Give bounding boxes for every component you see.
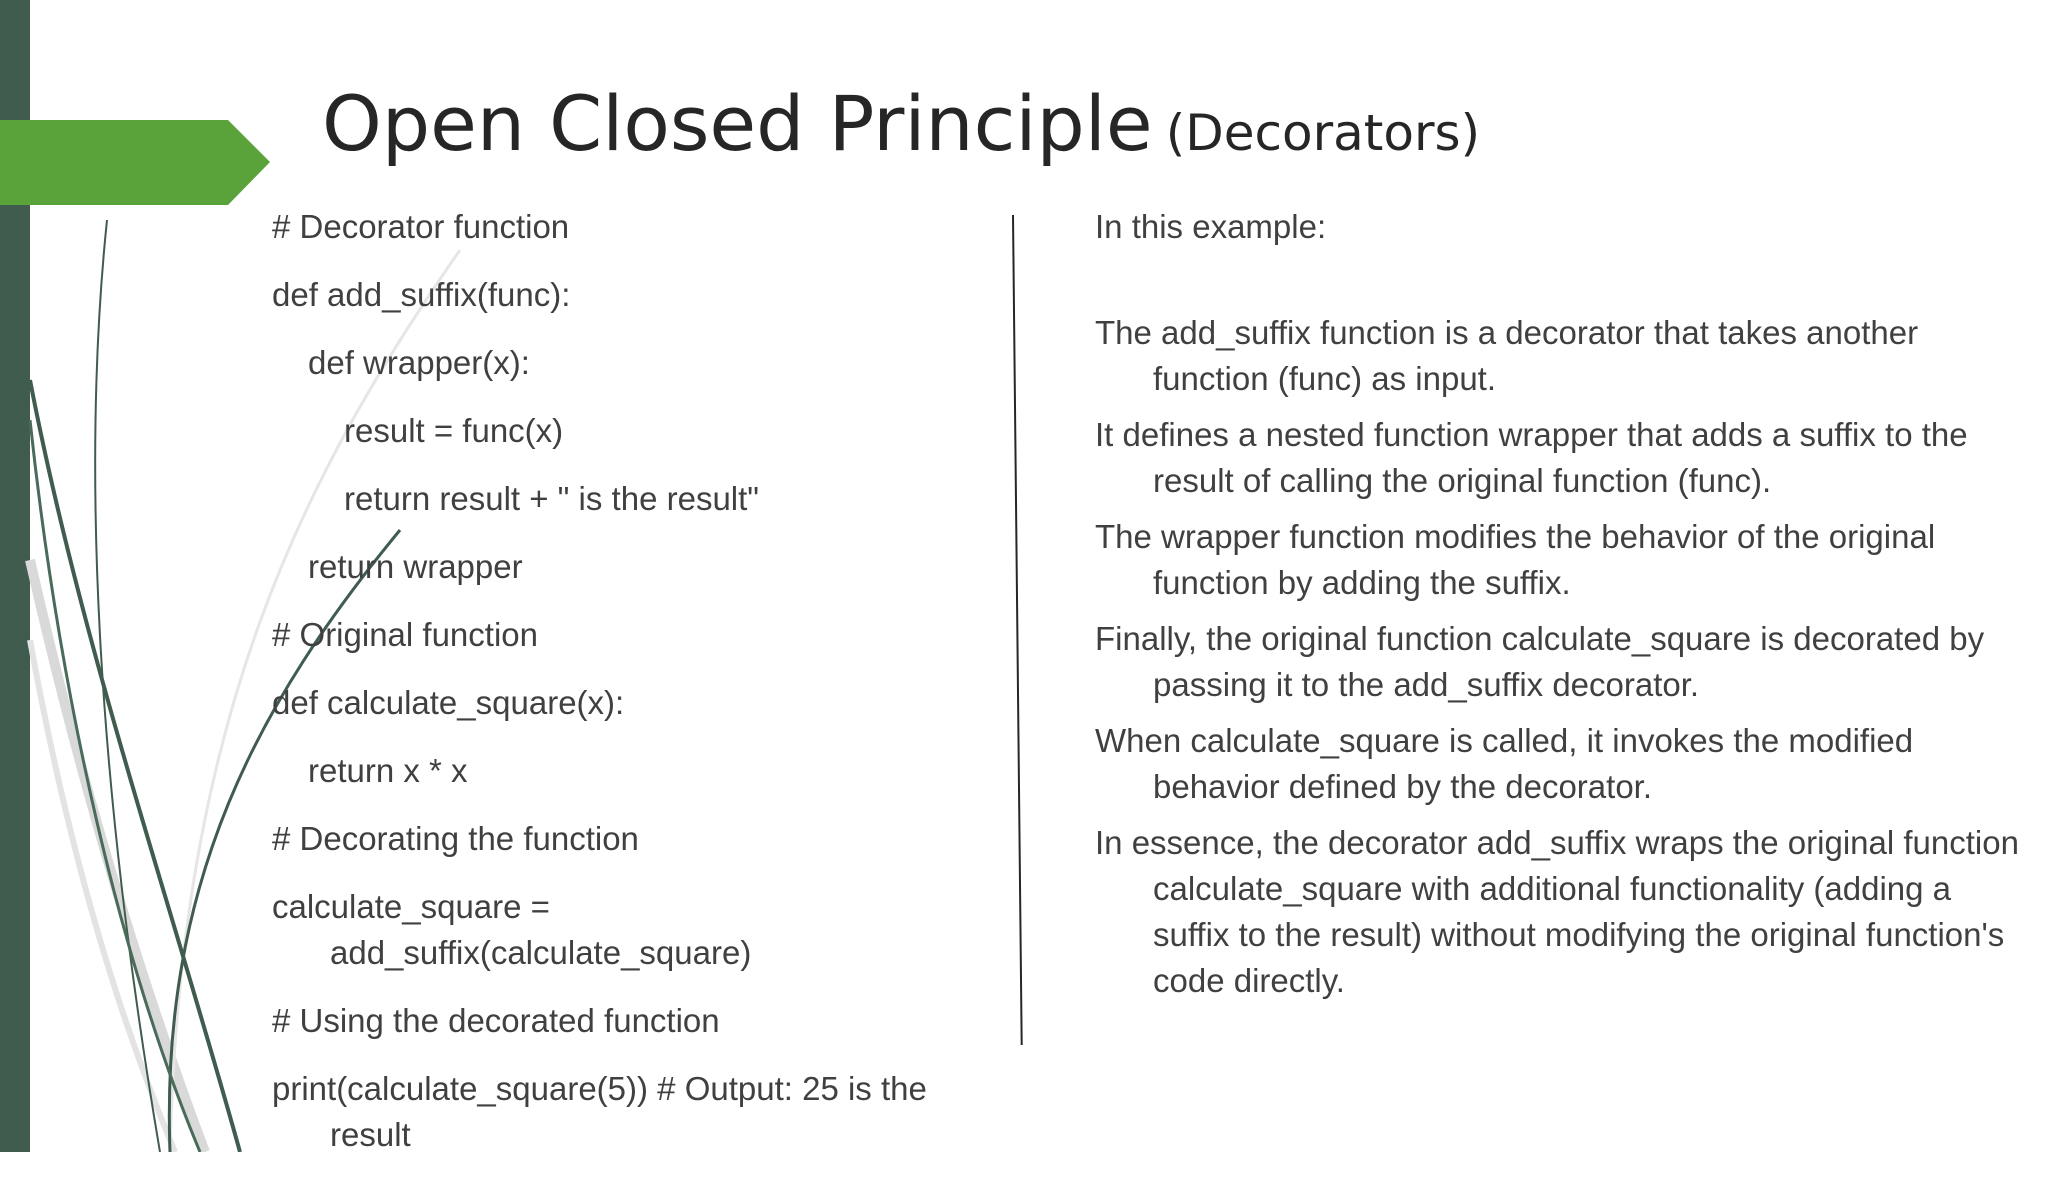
explanation-paragraph: The wrapper function modifies the behavior of the original function by adding the suffix. <box>1095 518 1936 601</box>
title-subtitle: (Decorators) <box>1165 104 1481 162</box>
explanation-paragraph: The add_suffix function is a decorator that takes another function (func) as input. <box>1095 314 1919 397</box>
code-line: # Decorator function <box>272 208 570 245</box>
code-line: result = func(x) <box>344 412 564 449</box>
dark-curve-1 <box>30 380 240 1152</box>
explanation-paragraph: It defines a nested function wrapper that adds a suffix to the result of calling the original function (func). <box>1095 416 1968 499</box>
explanation-paragraphs <box>1095 310 2025 1004</box>
code-line: def add_suffix(func): <box>272 276 571 313</box>
green-arrow-banner <box>0 120 270 205</box>
explanation-paragraph: Finally, the original function calculate_square is decorated by passing it to the add_suffix decorator. <box>1095 620 1985 703</box>
title-main: Open Closed Principle <box>322 79 1153 168</box>
code-listing <box>272 204 972 1180</box>
explanation-intro: In this example: <box>1095 208 1327 245</box>
code-line: return result + " is the result" <box>344 480 760 517</box>
code-line: return x * x <box>308 752 468 789</box>
light-curve-2 <box>30 640 175 1152</box>
explanation-paragraph: In essence, the decorator add_suffix wraps the original function calculate_square with additional functionality (adding a suffix to the result) without modifying the original function's code directly. <box>1095 824 2019 999</box>
slide-title <box>322 78 1480 169</box>
explanation-paragraph: When calculate_square is called, it invokes the modified behavior defined by the decorator. <box>1095 722 1914 805</box>
code-line: print(calculate_square(5)) # Output: 25 is the result <box>272 1070 927 1153</box>
code-line: # Decorating the function <box>272 820 639 857</box>
code-line: # Original function <box>272 616 538 653</box>
code-line: def wrapper(x): <box>308 344 530 381</box>
code-line: def calculate_square(x): <box>272 684 625 721</box>
code-line: calculate_square = add_suffix(calculate_square) <box>272 888 752 971</box>
explanation-column <box>1095 204 2025 1014</box>
code-line: return wrapper <box>308 548 523 585</box>
code-line: # Using the decorated function <box>272 1002 720 1039</box>
